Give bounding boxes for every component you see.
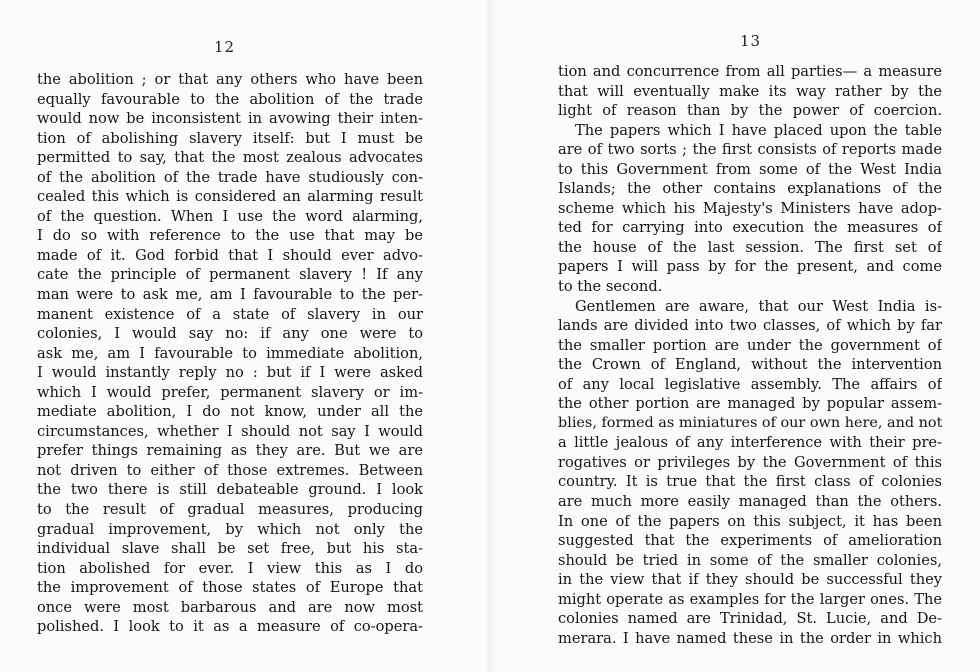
text-line: ted for carrying into execution the measures of (558, 219, 942, 237)
right-page-number: 13 (740, 32, 762, 50)
text-line: gradual improvement, by which not only the (37, 520, 423, 538)
text-line: circumstances, whether I should not say I would (37, 422, 423, 440)
text-line: manent existence of a state of slavery in our (37, 305, 423, 323)
text-line: The papers which I have placed upon the table (575, 121, 942, 139)
text-line: the two there is still debateable ground. I look (37, 481, 423, 499)
text-line: not driven to either of those extremes. Between (37, 461, 423, 479)
text-line: permitted to say, that the most zealous advocates (37, 149, 423, 167)
text-line: Islands; the other contains explanations of the (558, 180, 942, 198)
text-line: the improvement of those states of Europe that (37, 579, 423, 597)
text-line: scheme which his Majesty's Ministers have adop- (558, 199, 942, 217)
text-line: mediate abolition, I do not know, under all the (37, 403, 423, 421)
text-line: I would instantly reply no : but if I were asked (37, 364, 423, 382)
text-line: to the result of gradual measures, producing (37, 501, 423, 519)
text-line: should be tried in some of the smaller colonies, (558, 551, 942, 569)
text-line: man were to ask me, am I favourable to the per- (37, 286, 423, 304)
text-line: would now be inconsistent in avowing their inten- (37, 110, 423, 128)
text-line: light of reason than by the power of coercion. (558, 102, 942, 120)
text-line: individual slave shall be set free, but his sta- (37, 540, 423, 558)
text-line: colonies, I would say no: if any one were to (37, 325, 423, 343)
text-line: lands are divided into two classes, of which by far (558, 317, 942, 335)
text-line: blies, formed as miniatures of our own here, and not (558, 414, 942, 431)
right-page (490, 0, 980, 672)
text-line: tion abolished for ever. I view this as I do (37, 559, 423, 577)
text-line: are of two sorts ; the first consists of reports made (558, 141, 942, 159)
text-line: Gentlemen are aware, that our West India is- (575, 297, 942, 315)
text-line: prefer things remaining as they are. But we are (37, 442, 423, 460)
text-line: In one of the papers on this subject, it has been (558, 512, 942, 530)
text-line: the abolition ; or that any others who have been (37, 71, 423, 88)
text-line: tion and concurrence from all parties— a measure (558, 63, 942, 80)
text-line: the house of the last session. The first set of (558, 238, 942, 256)
text-line: are much more easily managed than the others. (558, 493, 942, 511)
text-line: polished. I look to it as a measure of co-opera- (37, 618, 423, 636)
text-line: to the second. (558, 278, 663, 296)
text-line: to this Government from some of the West India (558, 160, 942, 178)
text-line: cate the principle of permanent slavery ! If any (37, 266, 423, 284)
text-line: tion of abolishing slavery itself: but I must be (37, 129, 423, 147)
text-line: made of it. God forbid that I should ever advo- (37, 246, 423, 264)
text-line: cealed this which is considered an alarming result (37, 188, 423, 206)
text-line: papers I will pass by for the present, and come (558, 258, 942, 276)
text-line: suggested that the experiments of amelioration (558, 532, 942, 550)
text-line: colonies named are Trinidad, St. Lucie, and De- (558, 610, 942, 628)
left-page-number: 12 (214, 38, 236, 56)
left-page-text (37, 70, 423, 637)
text-line: of the abolition of the trade have studiously con- (37, 168, 423, 186)
text-line: country. It is true that the first class of colonies (558, 473, 942, 491)
text-line: which I would prefer, permanent slavery or im- (37, 383, 423, 401)
text-line: of any local legislative assembly. The affairs of (558, 375, 942, 393)
text-line: ask me, am I favourable to immediate abolition, (37, 344, 423, 362)
text-line: of the question. When I use the word alarming, (37, 207, 423, 225)
text-line: merara. I have named these in the order in which (558, 629, 942, 647)
text-line: in the view that if they should be successful they (558, 571, 942, 589)
text-line: the smaller portion are under the government of (558, 336, 942, 354)
text-line: the other portion are managed by popular assem- (558, 395, 942, 413)
text-line: equally favourable to the abolition of the trade (37, 90, 423, 108)
text-line: the Crown of England, without the intervention (558, 356, 942, 374)
text-line: once were most barbarous and are now most (37, 598, 423, 616)
text-line: might operate as examples for the larger ones. The (558, 590, 942, 608)
right-page-text (558, 62, 942, 648)
text-line: a little jealous of any interference with their pre- (558, 434, 942, 452)
text-line: rogatives or privileges by the Government of this (558, 453, 942, 471)
text-line: that will eventually make its way rather by the (558, 82, 942, 100)
text-line: I do so with reference to the use that may be (37, 227, 423, 245)
